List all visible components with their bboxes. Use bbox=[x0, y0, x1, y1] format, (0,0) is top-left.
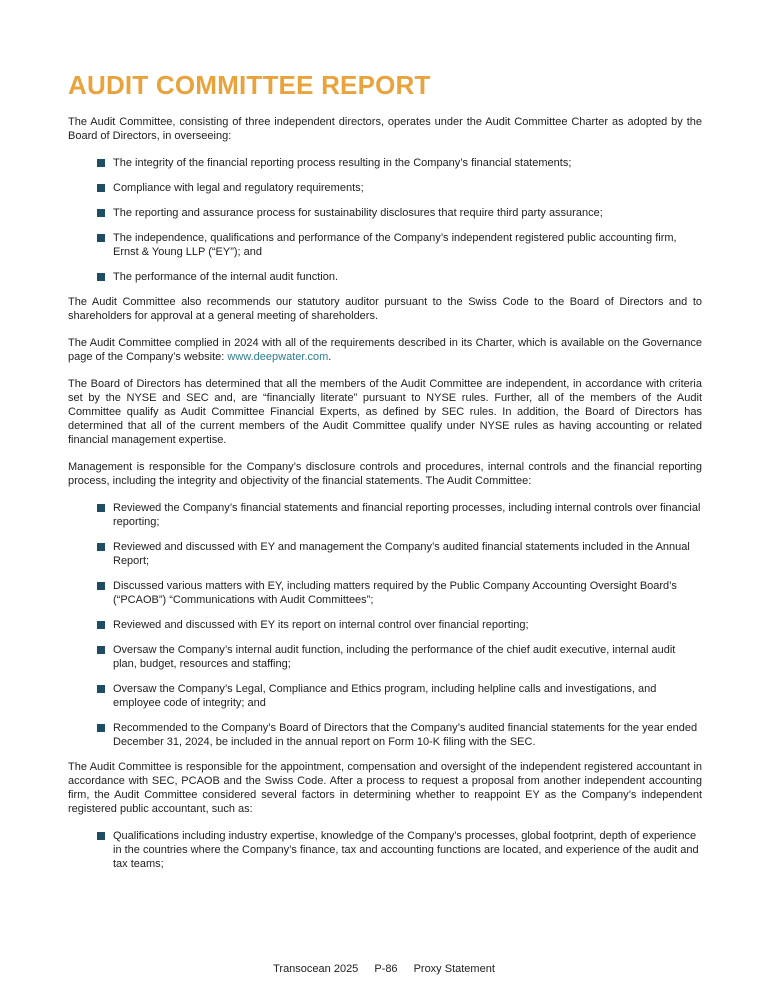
list-item bbox=[68, 540, 702, 568]
bullet-text: Compliance with legal and regulatory requirements; bbox=[113, 182, 364, 194]
list-item bbox=[68, 579, 702, 607]
bullet-square-icon bbox=[97, 621, 105, 629]
bullet-text: Reviewed the Company’s financial statements and financial reporting processes, including internal controls over financial reporting; bbox=[113, 502, 701, 528]
bullet-text: The independence, qualifications and performance of the Company’s independent registered public accounting firm, Ernst & Young LLP (“EY”); and bbox=[113, 232, 677, 258]
bullet-text: Reviewed and discussed with EY its report on internal control over financial reporting; bbox=[113, 619, 529, 631]
bullet-square-icon bbox=[97, 646, 105, 654]
bullet-square-icon bbox=[97, 209, 105, 217]
list-item bbox=[68, 829, 702, 871]
list-item bbox=[68, 270, 702, 284]
bullet-square-icon bbox=[97, 724, 105, 732]
list-item bbox=[68, 682, 702, 710]
intro-paragraph: The Audit Committee, consisting of three independent directors, operates under the Audit Committee Charter as adopted by the Board of Directors, in overseeing: bbox=[68, 116, 702, 142]
list-item bbox=[68, 206, 702, 220]
oversight-bullet-list bbox=[68, 156, 702, 284]
appointment-paragraph: The Audit Committee is responsible for the appointment, compensation and oversight of the independent registered accountant in accordance with SEC, PCAOB and the Swiss Code. After a process to request a proposal from another independent accounting firm, the Audit Committee considered several factors in determining whether to reappoint EY as the Company’s independent registered public accountant, such as: bbox=[68, 761, 702, 815]
bullet-text: Oversaw the Company’s internal audit function, including the performance of the chief audit executive, internal audit plan, budget, resources and staffing; bbox=[113, 644, 676, 670]
statutory-auditor-paragraph: The Audit Committee also recommends our statutory auditor pursuant to the Swiss Code to the Board of Directors and to shareholders for approval at a general meeting of shareholders. bbox=[68, 296, 702, 322]
list-item bbox=[68, 618, 702, 632]
bullet-square-icon bbox=[97, 234, 105, 242]
bullet-square-icon bbox=[97, 832, 105, 840]
bullet-square-icon bbox=[97, 273, 105, 281]
reappointment-factor-bullet-list bbox=[68, 829, 702, 871]
bullet-text: Recommended to the Company’s Board of Directors that the Company’s audited financial statements for the year ended December 31, 2024, be included in the annual report on Form 10-K filing with the SEC. bbox=[113, 722, 698, 748]
page-title: AUDIT COMMITTEE REPORT bbox=[68, 70, 431, 100]
bullet-text: The integrity of the financial reporting process resulting in the Company’s financial statements; bbox=[113, 157, 572, 169]
bullet-square-icon bbox=[97, 504, 105, 512]
list-item bbox=[68, 643, 702, 671]
website-link[interactable]: www.deepwater.com bbox=[227, 351, 329, 363]
list-item bbox=[68, 501, 702, 529]
management-responsibility-paragraph: Management is responsible for the Company’s disclosure controls and procedures, internal controls and the financial reporting process, including the integrity and objectivity of the financial statements. The Audit Committee: bbox=[68, 461, 702, 487]
bullet-text: Reviewed and discussed with EY and management the Company’s audited financial statements included in the Annual Report; bbox=[113, 541, 690, 567]
charter-paragraph-period: . bbox=[328, 351, 332, 363]
bullet-square-icon bbox=[97, 543, 105, 551]
bullet-text: Oversaw the Company’s Legal, Compliance and Ethics program, including helpline calls and investigations, and employee code of integrity; and bbox=[113, 683, 657, 709]
bullet-square-icon bbox=[97, 685, 105, 693]
bullet-square-icon bbox=[97, 582, 105, 590]
bullet-square-icon bbox=[97, 159, 105, 167]
charter-paragraph-text: The Audit Committee complied in 2024 with all of the requirements described in its Charter, which is available on the Governance page of the Company’s website: bbox=[68, 337, 702, 363]
bullet-text: The reporting and assurance process for sustainability disclosures that require third party assurance; bbox=[113, 207, 603, 219]
bullet-text: Qualifications including industry expertise, knowledge of the Company’s processes, global footprint, depth of experience in the countries where the Company’s finance, tax and accounting functions are located, and experience of the audit and tax teams; bbox=[113, 830, 699, 870]
bullet-square-icon bbox=[97, 184, 105, 192]
footer-label: Proxy Statement bbox=[413, 963, 495, 975]
independence-paragraph: The Board of Directors has determined that all the members of the Audit Committee are independent, in accordance with criteria set by the NYSE and SEC and, are “financially literate” pursuant to NYSE rules. Further, all of the members of the Audit Committee qualify as Audit Committee Financial Experts, as defined by SEC rules. In addition, the Board of Directors has determined that all of the current members of the Audit Committee qualify under NYSE rules as having accounting or related financial management expertise. bbox=[68, 378, 702, 446]
footer-page-number: P-86 bbox=[374, 963, 398, 975]
charter-compliance-paragraph bbox=[68, 336, 702, 364]
list-item bbox=[68, 156, 702, 170]
page-footer bbox=[0, 962, 768, 976]
list-item bbox=[68, 231, 702, 259]
footer-company: Transocean 2025 bbox=[273, 963, 359, 975]
committee-activity-bullet-list bbox=[68, 501, 702, 749]
list-item bbox=[68, 181, 702, 195]
list-item bbox=[68, 721, 702, 749]
bullet-text: The performance of the internal audit function. bbox=[113, 271, 339, 283]
bullet-text: Discussed various matters with EY, including matters required by the Public Company Accounting Oversight Board’s (“PCAOB”) “Communications with Audit Committees”; bbox=[113, 580, 677, 606]
